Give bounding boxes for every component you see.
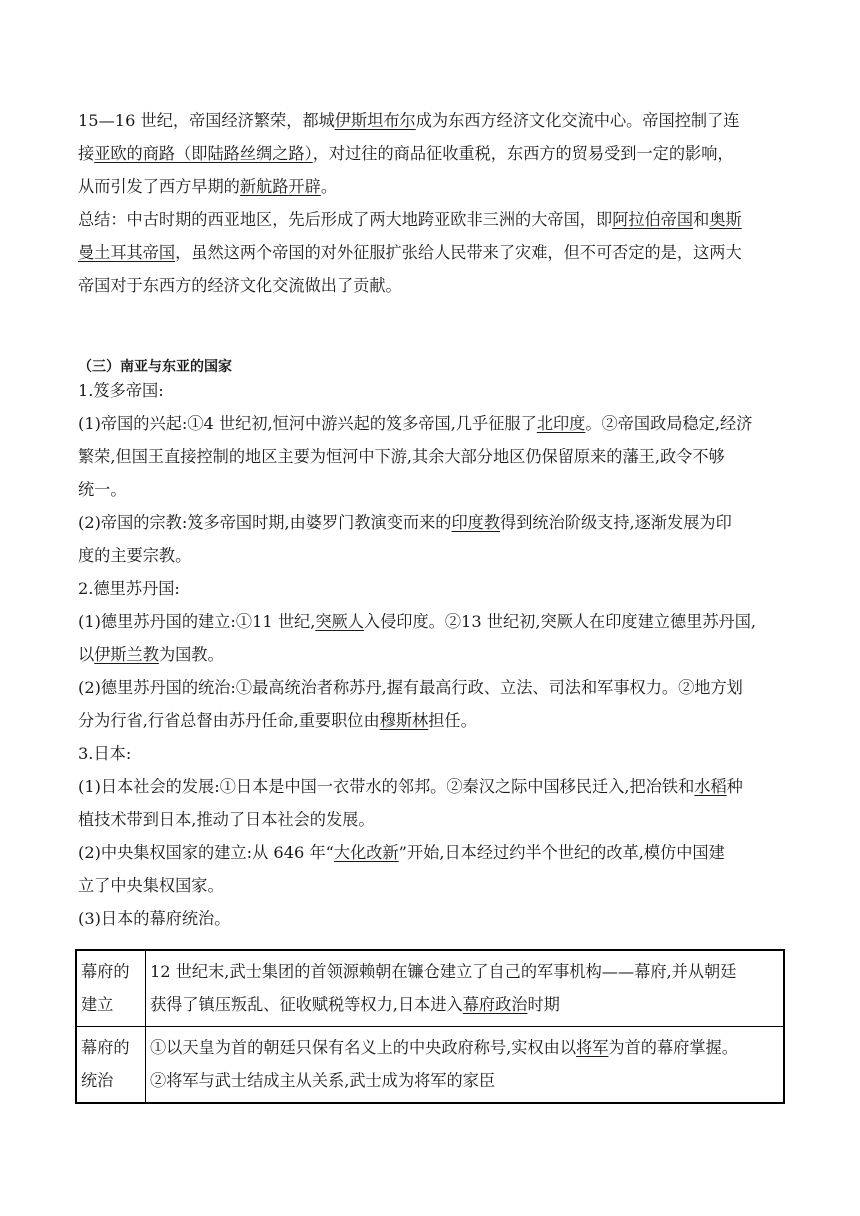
- label-line: 统治: [81, 1071, 114, 1090]
- delhi-founding-line-1: [78, 614, 784, 630]
- text-span: (1)德里苏丹国的建立:①11 世纪,: [78, 612, 316, 631]
- text-span: ，对过往的商品征收重税，东西方的贸易受到一定的影响，: [312, 144, 734, 163]
- text-span: 入侵印度。②13 世纪初,突厥人在印度建立德里苏丹国,: [363, 612, 757, 631]
- term-taika-reform: 大化改新: [333, 843, 399, 862]
- text-span: 为首的幕府掌握。: [608, 1038, 738, 1057]
- text-span: 为国教。: [158, 645, 224, 664]
- text-span: 种: [726, 777, 743, 796]
- summary-line-2: [78, 245, 784, 261]
- term-north-india: 北印度: [536, 414, 586, 433]
- term-hinduism: 印度教: [451, 513, 501, 532]
- text-span: (2)中央集权国家的建立:从 646 年“: [78, 843, 334, 862]
- label-line: 幕府的: [81, 1038, 130, 1057]
- term-istanbul: 伊斯坦布尔: [334, 111, 416, 130]
- text-span: 成为东西方经济文化交流中心。帝国控制了连: [415, 111, 740, 130]
- text-span: ①以天皇为首的朝廷只保有名义上的中央政府称号,实权由以: [150, 1038, 577, 1057]
- content-line: [150, 1031, 779, 1064]
- term-arab-empire: 阿拉伯帝国: [612, 210, 694, 229]
- japan-title: 3.日本:: [78, 744, 132, 763]
- delhi-title: 2.德里苏丹国:: [78, 579, 180, 598]
- label-line: 建立: [81, 995, 114, 1014]
- gupta-religion-line-1: [78, 515, 784, 531]
- ottoman-line-1: [78, 113, 784, 129]
- term-muslims: 穆斯林: [379, 711, 429, 730]
- japan-society-line-1: [78, 779, 784, 795]
- table-row-content: [146, 1027, 785, 1104]
- term-shogunate-politics: 幕府政治: [462, 995, 528, 1014]
- text-span: 和: [693, 210, 710, 229]
- text-span: 。: [320, 177, 337, 196]
- term-ottoman-empire-part2: 曼土耳其帝国: [78, 243, 176, 262]
- table-row: [76, 950, 784, 1027]
- content-line: ②将军与武士结成主从关系,武士成为将军的家臣: [150, 1071, 496, 1090]
- term-rice: 水稻: [694, 777, 727, 796]
- shogunate-table: [75, 949, 785, 1104]
- term-shogun: 将军: [576, 1038, 609, 1057]
- delhi-rule-line-2: [78, 713, 784, 729]
- table-row: [76, 1027, 784, 1104]
- content-line: [150, 988, 779, 1021]
- label-line: 幕府的: [81, 962, 130, 981]
- text-span: 担任。: [428, 711, 477, 730]
- delhi-founding-line-2: [78, 647, 784, 663]
- text-span: 以: [78, 645, 95, 664]
- text-span: 15—16 世纪，帝国经济繁荣，都城: [78, 111, 335, 130]
- text-span: (1)日本社会的发展:①日本是中国一衣带水的邻邦。②秦汉之际中国移民迁入,把冶铁和: [78, 777, 695, 796]
- gupta-religion-line-2: 度的主要宗教。: [78, 546, 192, 565]
- ottoman-line-2: [78, 146, 784, 162]
- gupta-rise-line-3: 统一。: [78, 480, 127, 499]
- text-span: 。②帝国政局稳定,经济: [585, 414, 753, 433]
- term-ottoman-empire-part1: 奥斯: [709, 210, 742, 229]
- text-span: ，虽然这两个帝国的对外征服扩张给人民带来了灾难，但不可否定的是，这两大: [175, 243, 742, 262]
- text-span: 得到统治阶级支持,逐渐发展为印: [500, 513, 732, 532]
- text-span: 时期: [527, 995, 560, 1014]
- table-row-label: [76, 950, 146, 1027]
- summary-line-3: 帝国对于东西方的经济文化交流做出了贡献。: [78, 276, 402, 295]
- japan-shogunate-title: (3)日本的幕府统治。: [78, 909, 231, 928]
- summary-line-1: [78, 212, 784, 228]
- japan-central-line-2: 立了中央集权国家。: [78, 876, 224, 895]
- japan-society-line-2: 植技术带到日本,推动了日本社会的发展。: [78, 810, 375, 829]
- table-row-label: [76, 1027, 146, 1104]
- text-span: 获得了镇压叛乱、征收赋税等权力,日本进入: [150, 995, 463, 1014]
- text-span: 分为行省,行省总督由苏丹任命,重要职位由: [78, 711, 380, 730]
- delhi-rule-line-1: (2)德里苏丹国的统治:①最高统治者称苏丹,握有最高行政、立法、司法和军事权力。②地方划: [78, 678, 743, 697]
- term-new-sea-routes: 新航路开辟: [239, 177, 321, 196]
- text-span: 接: [78, 144, 95, 163]
- text-span: (1)帝国的兴起:①4 世纪初,恒河中游兴起的笈多帝国,几乎征服了: [78, 414, 537, 433]
- gupta-rise-line-2: 繁荣,但国王直接控制的地区主要为恒河中下游,其余大部分地区仍保留原来的藩王,政令不够: [78, 447, 725, 466]
- text-span: ”开始,日本经过约半个世纪的改革,模仿中国建: [398, 843, 725, 862]
- text-span: 从而引发了西方早期的: [78, 177, 240, 196]
- table-row-content: [146, 950, 785, 1027]
- text-span: 总结：中古时期的西亚地区，先后形成了两大地跨亚欧非三洲的大帝国，即: [78, 210, 613, 229]
- content-line: 12 世纪末,武士集团的首领源赖朝在镰仓建立了自己的军事机构——幕府,并从朝廷: [150, 962, 737, 981]
- japan-central-line-1: [78, 845, 784, 861]
- term-turks: 突厥人: [315, 612, 364, 631]
- section-heading: （三）南亚与东亚的国家: [78, 359, 232, 375]
- gupta-rise-line-1: [78, 416, 784, 432]
- term-eurasian-trade-route: 亚欧的商路（即陆路丝绸之路）: [94, 144, 313, 163]
- ottoman-line-3: [78, 179, 784, 195]
- text-span: (2)帝国的宗教:笈多帝国时期,由婆罗门教演变而来的: [78, 513, 452, 532]
- gupta-title: 1.笈多帝国:: [78, 381, 164, 400]
- term-islam: 伊斯兰教: [94, 645, 159, 664]
